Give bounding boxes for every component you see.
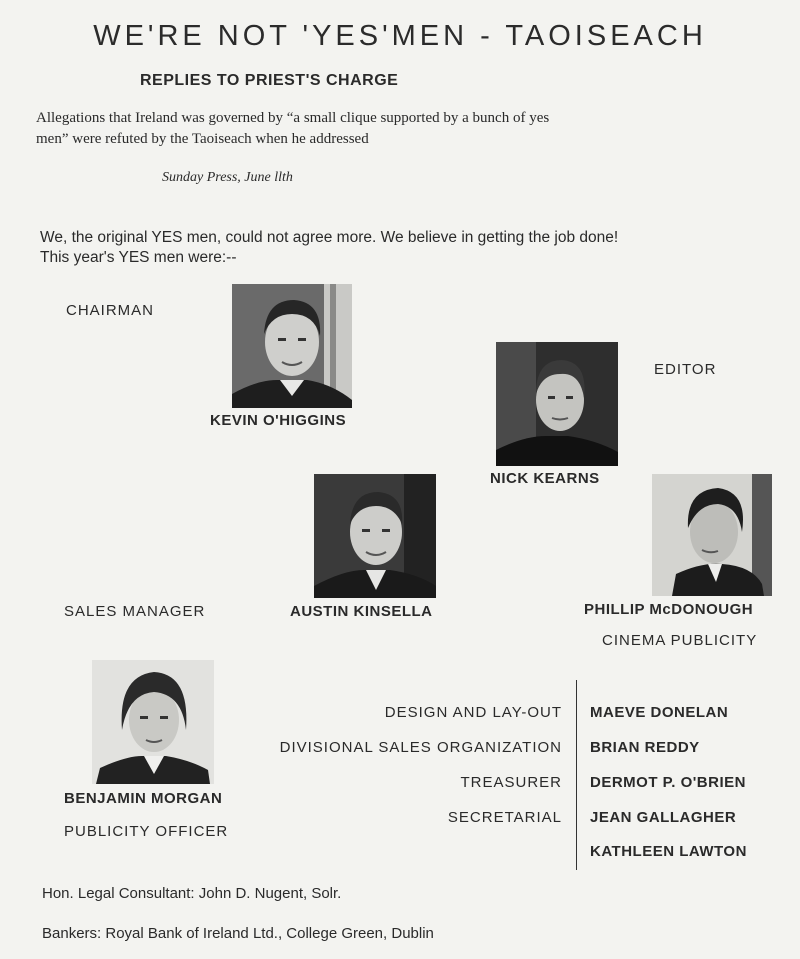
photo-nick-kearns bbox=[496, 342, 618, 466]
photo-benjamin-morgan bbox=[92, 660, 214, 784]
chairman-role: CHAIRMAN bbox=[66, 302, 155, 319]
column-divider bbox=[576, 680, 577, 870]
intro bbox=[40, 228, 770, 268]
roster-role: TREASURER bbox=[460, 774, 562, 791]
roster-name: MAEVE DONELAN bbox=[590, 704, 729, 721]
roster-role: DIVISIONAL SALES ORGANIZATION bbox=[279, 739, 562, 756]
intro-line-1: We, the original YES men, could not agree more. We believe in getting the job done! bbox=[40, 229, 619, 246]
roster-role: DESIGN AND LAY-OUT bbox=[384, 704, 562, 721]
legal-consultant: Hon. Legal Consultant: John D. Nugent, Solr. bbox=[42, 885, 342, 902]
chairman-name: KEVIN O'HIGGINS bbox=[210, 412, 347, 429]
roster-name: BRIAN REDDY bbox=[590, 739, 700, 756]
bankers: Bankers: Royal Bank of Ireland Ltd., College Green, Dublin bbox=[42, 925, 434, 942]
sales-manager-name: AUSTIN KINSELLA bbox=[290, 603, 433, 620]
roster-name: JEAN GALLAGHER bbox=[590, 809, 737, 826]
quote-text: Allegations that Ireland was governed by “a small clique supported by a bunch of yes men” were refuted by the Taoiseach when he addressed bbox=[36, 110, 550, 147]
editor-role: EDITOR bbox=[654, 361, 717, 378]
subhead: REPLIES TO PRIEST'S CHARGE bbox=[140, 72, 399, 89]
roster-name: DERMOT P. O'BRIEN bbox=[590, 774, 746, 791]
roster-role: SECRETARIAL bbox=[447, 809, 562, 826]
photo-kevin-ohiggins bbox=[232, 284, 352, 408]
publicity-officer-role: PUBLICITY OFFICER bbox=[64, 823, 229, 840]
cinema-publicity-role: CINEMA PUBLICITY bbox=[602, 632, 758, 649]
sales-manager-role: SALES MANAGER bbox=[64, 603, 206, 620]
quote-source: Sunday Press, June llth bbox=[162, 170, 293, 185]
editor-name: NICK KEARNS bbox=[490, 470, 600, 487]
cinema-publicity-name: PHILLIP McDONOUGH bbox=[584, 601, 754, 618]
intro-line-2: This year's YES men were:-- bbox=[40, 249, 237, 266]
headline: WE'RE NOT 'YES'MEN - TAOISEACH bbox=[93, 20, 707, 52]
photo-austin-kinsella bbox=[314, 474, 436, 598]
roster-name: KATHLEEN LAWTON bbox=[590, 843, 747, 860]
photo-phillip-mcdonough bbox=[652, 474, 772, 596]
publicity-officer-name: BENJAMIN MORGAN bbox=[64, 790, 223, 807]
